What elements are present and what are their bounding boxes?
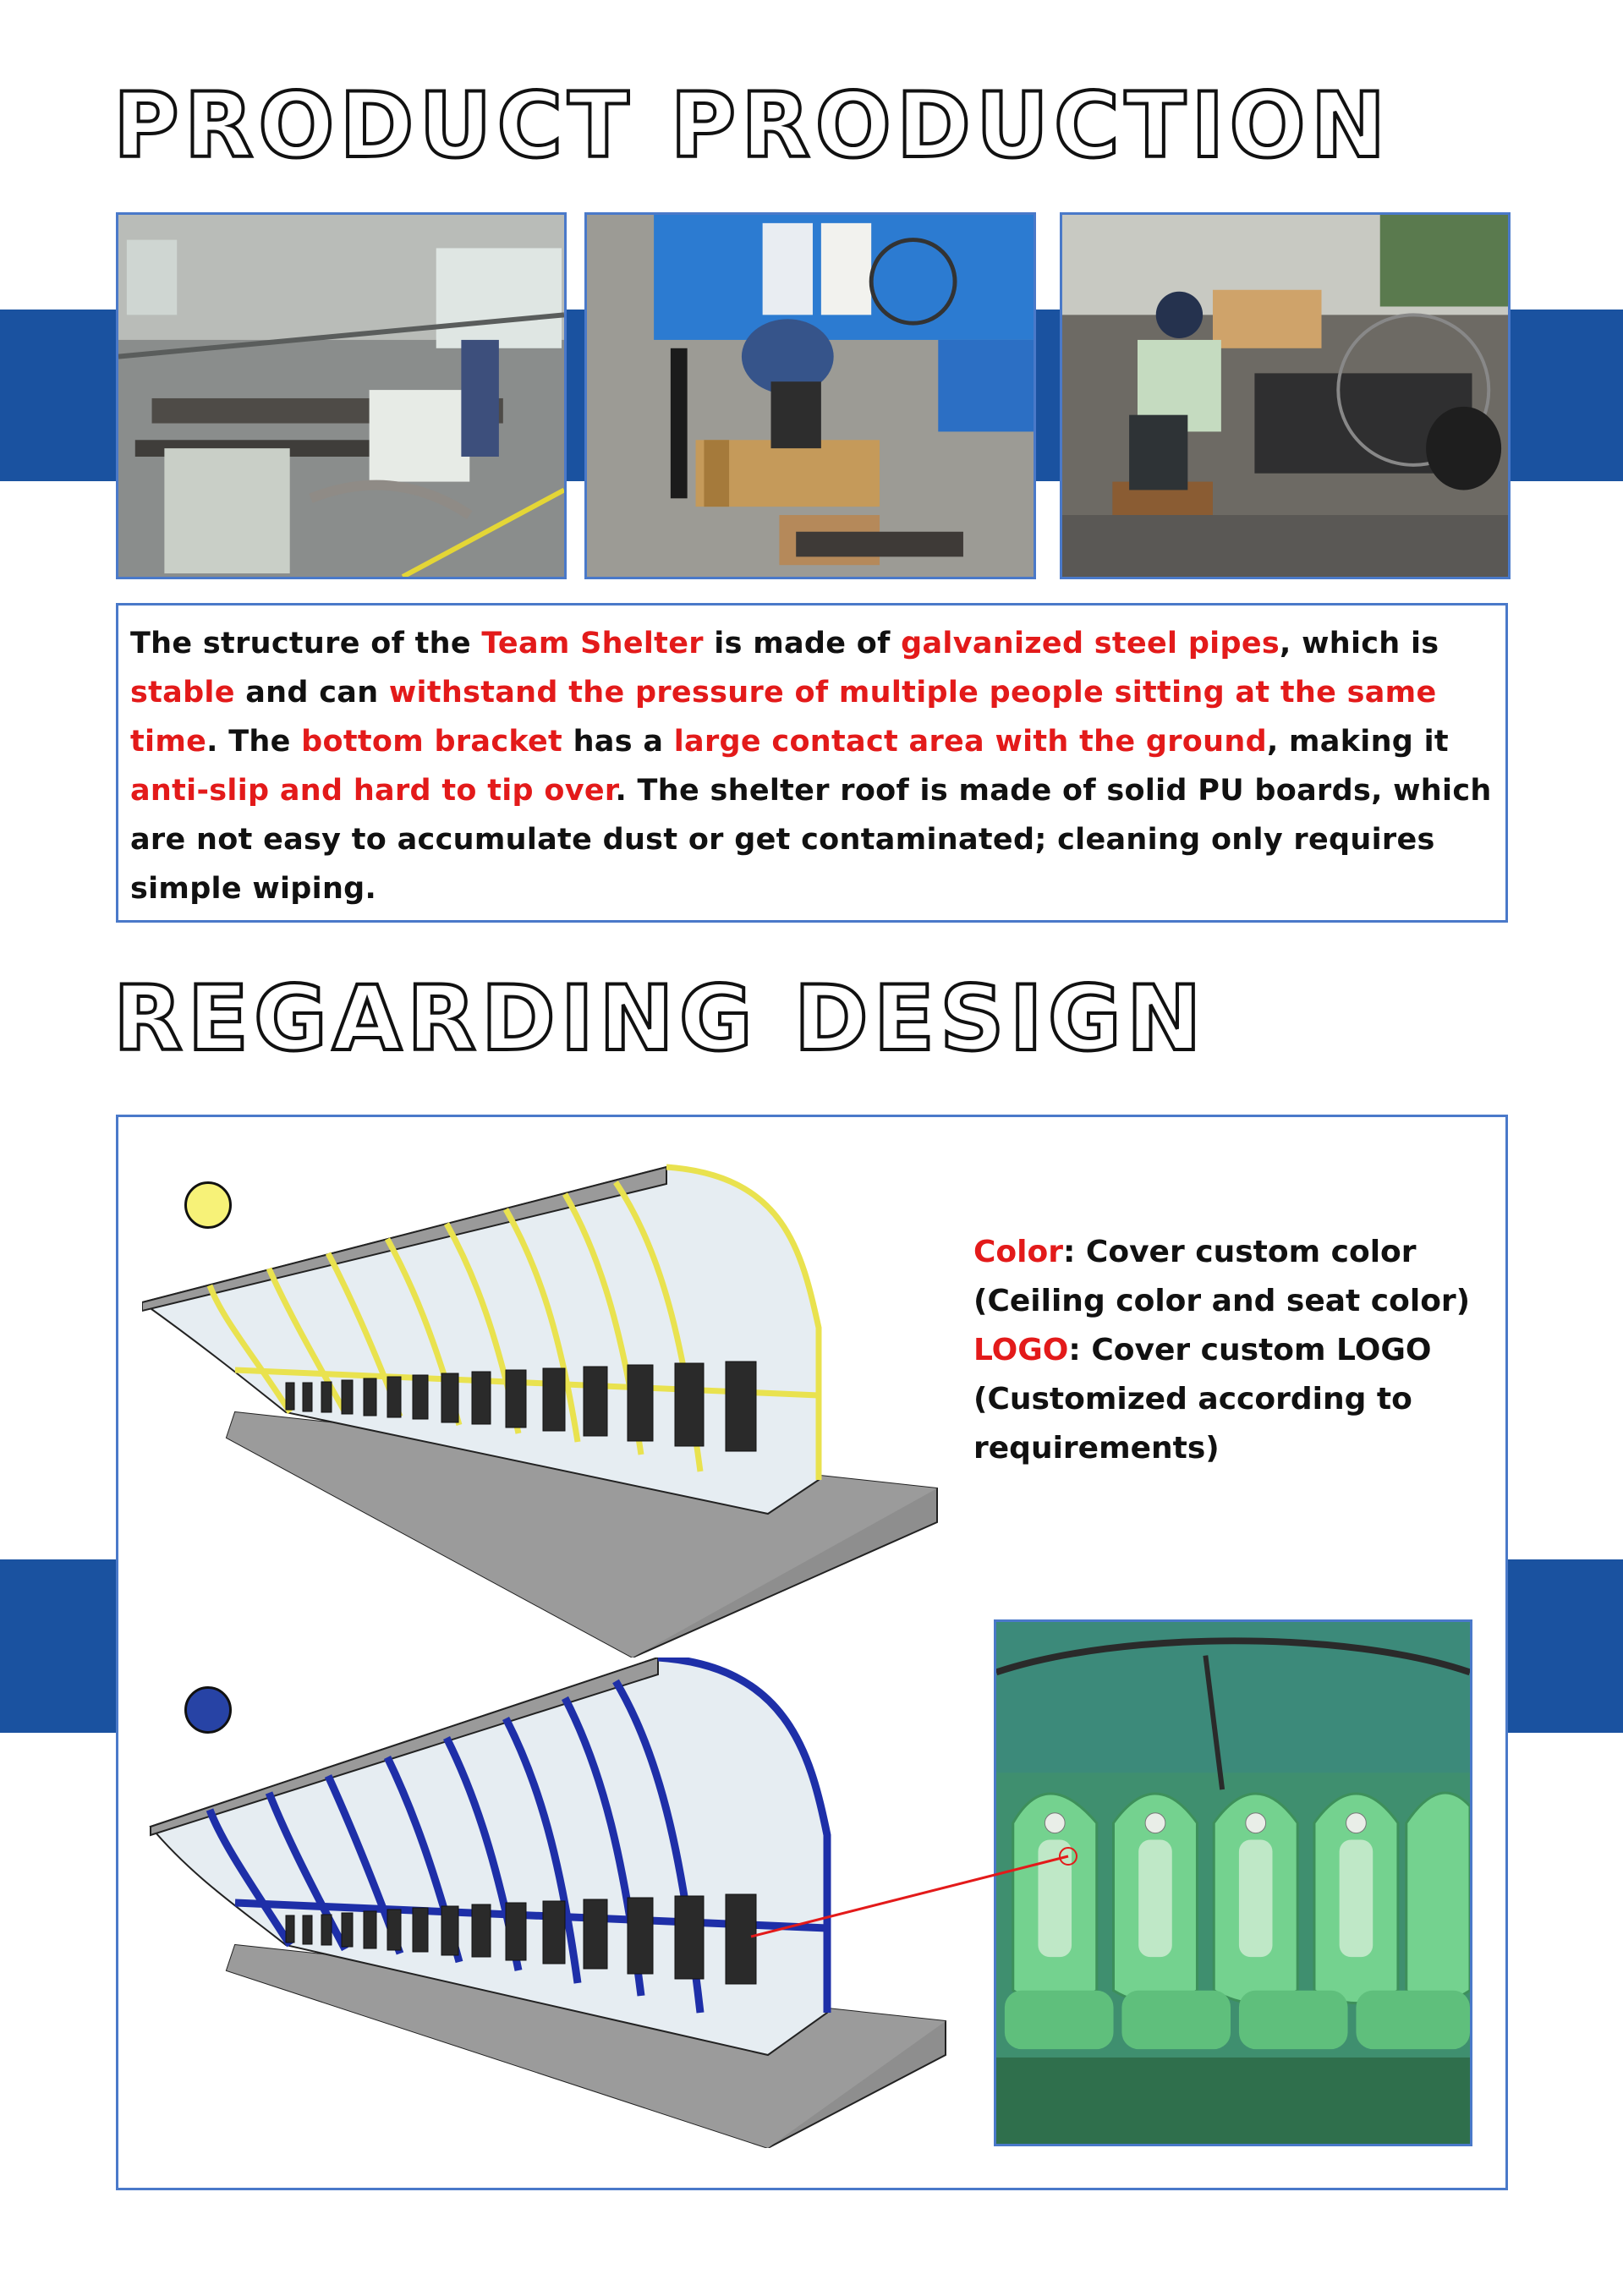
color-feature: Color: Cover custom color <box>973 1235 1417 1269</box>
customization-features <box>973 1228 1470 1473</box>
color-feature-note: (Ceiling color and seat color) <box>973 1284 1471 1318</box>
logo-feature: LOGO: Cover custom LOGO <box>973 1333 1432 1367</box>
team-shelter-highlight: Team Shelter <box>481 627 704 660</box>
logo-feature-note-1: (Customized according to <box>973 1382 1412 1417</box>
blue-shelter-illustration <box>142 1658 954 2148</box>
stable-highlight: stable <box>130 676 235 710</box>
contact-area-highlight: large contact area with the ground <box>673 725 1267 759</box>
pressure-highlight: withstand the pressure of multiple people sitting at the same time <box>130 676 1437 759</box>
description-text: The structure of the Team Shelter is made of galvanized steel pipes, which is stable and can withstand the pressure of multiple people sitting at the same time. The bottom bracket has a large contact area with the ground, making it anti-slip and hard to tip over. The shelter roof is made of solid PU boards, which are not easy to accumulate dust or get contaminated; cleaning only requires simple wiping. <box>130 627 1492 906</box>
factory-photo-3 <box>1060 212 1511 579</box>
logo-seats-photo <box>994 1619 1472 2146</box>
logo-feature-note-2: requirements) <box>973 1431 1220 1466</box>
steel-pipes-highlight: galvanized steel pipes <box>901 627 1280 660</box>
factory-photo-1 <box>116 212 567 579</box>
description-box <box>116 603 1508 923</box>
yellow-shelter-illustration <box>142 1159 946 1658</box>
regarding-design-heading: REGARDING DESIGN <box>113 967 1207 1071</box>
anti-slip-highlight: anti-slip and hard to tip over <box>130 774 616 808</box>
bottom-bracket-highlight: bottom bracket <box>301 725 563 759</box>
product-production-heading: PRODUCT PRODUCTION <box>113 74 1391 178</box>
factory-photo-2 <box>584 212 1036 579</box>
